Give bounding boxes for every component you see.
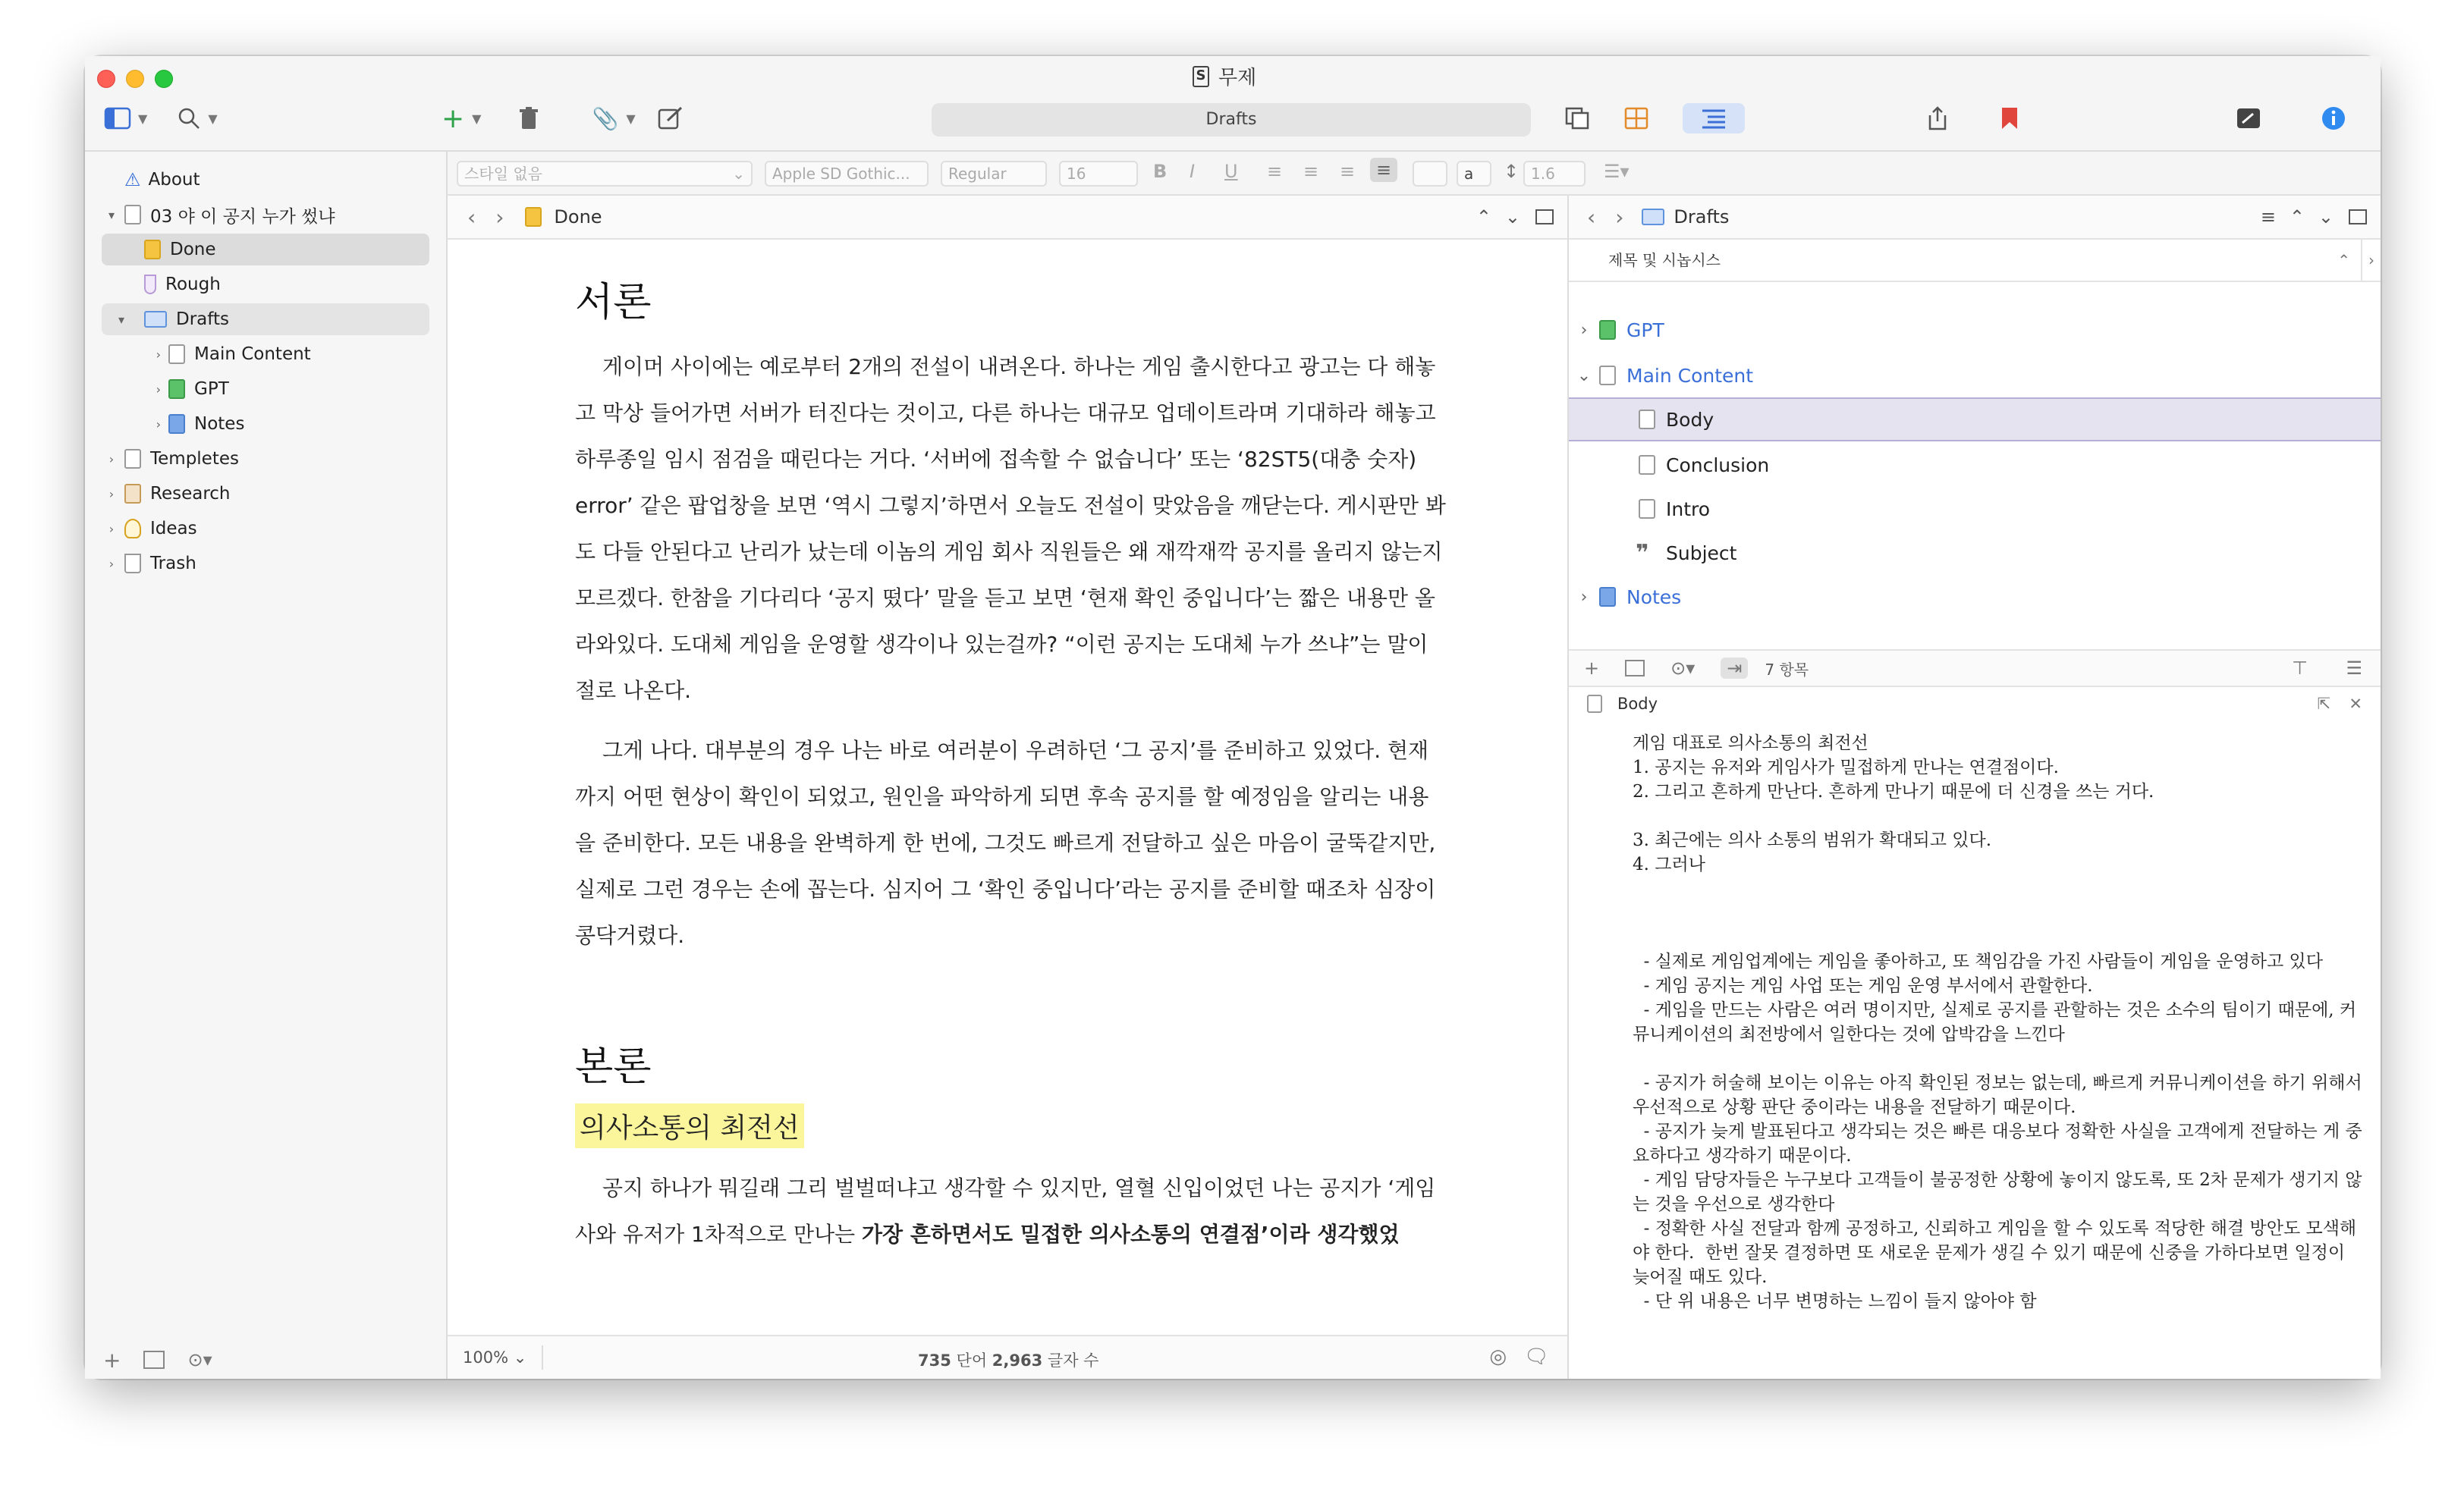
zoom-window-button[interactable] [155, 70, 173, 88]
chevron-right-icon[interactable]: › [156, 416, 161, 432]
more-options-icon[interactable]: ⊙▾ [187, 1349, 212, 1370]
editor-header [448, 196, 1567, 240]
align-right-icon[interactable]: ≡ [1340, 161, 1356, 182]
binder-item-label: Rough [165, 275, 221, 294]
minimize-window-button[interactable] [126, 70, 144, 88]
sidebar-toggle-icon[interactable] [105, 108, 130, 129]
outline-row-label: Notes [1626, 585, 1682, 608]
binder-item-done[interactable] [102, 234, 429, 265]
heading-body: 본론 [575, 1044, 652, 1090]
info-icon[interactable] [2321, 106, 2346, 130]
paragraph: 게이머 사이에는 예로부터 2개의 전설이 내려온다. 하나는 게임 출시한다고 광고는 다 해놓고 막상 들어가면 서버가 터진다는 것이고, 다른 하나는 대규모 업데이트라며 기대하라 해놓고 하루종일 임시 점검을 때린다는 거다. ‘서버에 접속할 수 없습니다’ 또는 ‘82ST5(대충 숫자) error’ 같은 팝업창을 보면 ‘역시 그렇지’하면서 오늘도 전설이 맞았음을 깨닫는다. 게시판만 봐도 다들 안된다고 난리가 났는데 이놈의 게임 회사 직원들은 왜 재깍재깍 공지를 올리지 않는지 모르겠다. 한참을 기다리다 ‘공지 떴다’ 말을 듣고 보면 ‘현재 확인 중입니다’는 짧은 내용만 올라와있다. 도대체 게임을 운영할 생각이나 있는걸까? “이런 공지는 도대체 누가 쓰냐”는 말이 절로 나온다. [575, 354, 1446, 703]
bold-button[interactable]: B [1153, 161, 1168, 182]
document-icon: S [1193, 66, 1209, 87]
editor-footer [448, 1335, 1567, 1379]
binder-item-templetes[interactable] [102, 443, 429, 475]
italic-button[interactable]: I [1190, 161, 1196, 182]
outliner-pane [1569, 196, 2381, 1379]
trash-icon [124, 554, 141, 573]
outliner-header [1569, 196, 2381, 240]
chevron-right-icon[interactable]: › [108, 451, 115, 466]
binder-item-about[interactable] [102, 164, 429, 196]
binder-item-label: Research [150, 484, 231, 504]
test-tube-icon [144, 275, 156, 294]
blue-stack-icon [1599, 587, 1616, 607]
align-center-icon[interactable]: ≡ [1303, 161, 1319, 182]
chevron-down-icon[interactable]: ▼ [138, 111, 148, 126]
chevron-down-icon[interactable]: ⌄ [1576, 366, 1592, 385]
underline-button[interactable]: U [1224, 161, 1238, 182]
comment-icon[interactable]: 🗨 [1523, 1345, 1549, 1368]
outline-width-icon[interactable]: ⊤ [2292, 658, 2308, 679]
document-icon [1587, 695, 1602, 713]
line-spacing-icon: ↕ [1504, 161, 1520, 182]
outliner-column-header[interactable]: 제목 및 시놉시스 ⌃ › [1569, 240, 2381, 282]
font-size-field[interactable]: 16 [1059, 161, 1138, 187]
outline-row-label: Main Content [1626, 364, 1754, 387]
sort-icon[interactable]: ⌃ [2337, 251, 2350, 269]
binder-item-label: About [148, 170, 200, 190]
editor-content[interactable] [575, 240, 1447, 1335]
binder-item-rough[interactable] [102, 268, 429, 300]
line-spacing-select[interactable]: 1.6 [1523, 161, 1586, 187]
binder-item-ideas[interactable] [102, 513, 429, 545]
split-view-icon[interactable] [1535, 209, 1554, 224]
word-count: 735 단어 2,963 글자 수 [918, 1351, 1099, 1370]
quick-search-field[interactable]: Drafts [932, 103, 1531, 137]
chevron-left-icon[interactable]: ‹ [467, 204, 476, 230]
binder-item-label: Drafts [176, 309, 229, 329]
binder-item-label: Templetes [150, 449, 239, 469]
warning-icon: ⚠ [124, 169, 141, 190]
inspector-header [1569, 687, 2381, 720]
view-mode-controls [1566, 102, 1745, 135]
outline-row-notes[interactable] [1569, 575, 2381, 619]
binder-item-gpt[interactable] [102, 373, 429, 405]
add-controls [442, 102, 683, 135]
outline-row-subject[interactable] [1569, 531, 2381, 575]
font-family-select[interactable]: Apple SD Gothic... [765, 161, 929, 187]
chevron-right-icon[interactable]: › [495, 204, 504, 230]
indent-icon[interactable]: ⇥ [1721, 658, 1748, 679]
chevron-right-icon[interactable]: › [108, 556, 115, 571]
text-color-swatch[interactable] [1413, 161, 1447, 187]
composition-icon[interactable] [1566, 108, 1589, 129]
menu-icon[interactable]: ≡ [2260, 206, 2276, 228]
chevron-down-icon[interactable]: ▾ [108, 207, 115, 222]
window-title [1193, 62, 1256, 90]
outline-row-label: GPT [1626, 319, 1664, 341]
more-options-icon[interactable]: ⊙▾ [1670, 658, 1696, 679]
binder-item-main-content[interactable] [102, 338, 429, 370]
heading-intro: 서론 [575, 280, 652, 325]
close-icon[interactable]: ✕ [2349, 695, 2362, 713]
outline-row-label: Body [1666, 408, 1714, 431]
app-window [85, 56, 2381, 1379]
chevron-right-icon[interactable]: › [1580, 587, 1588, 607]
outline-row-main-content[interactable] [1569, 353, 2381, 397]
folder-icon [1642, 209, 1664, 225]
notebook-icon [144, 240, 161, 259]
binder-item-label: Notes [194, 414, 245, 434]
item-count: 7 항목 [1765, 660, 1809, 679]
open-external-icon[interactable]: ⇱ [2317, 695, 2330, 713]
document-icon [1639, 455, 1655, 475]
folder-icon [144, 311, 167, 328]
new-folder-icon[interactable] [143, 1351, 165, 1369]
outliner-header-title: Drafts [1674, 206, 1730, 228]
new-folder-icon[interactable] [1625, 660, 1645, 676]
binder-item-notes[interactable] [102, 408, 429, 440]
research-icon [124, 484, 141, 504]
view-controls [105, 102, 218, 135]
chevron-right-icon[interactable]: › [108, 486, 115, 501]
paragraph: 공지 하나가 뭐길래 그리 벌벌떠냐고 생각할 수 있지만, 열혈 신입이었던 나는 공지가 ‘게임사와 유저가 1차적으로 만나는 가장 흔하면서도 밀접한 의사소통의 연결점’이라 생각했었 [575, 1176, 1436, 1247]
font-weight-select[interactable]: Regular [941, 161, 1047, 187]
format-bar [448, 152, 2381, 196]
inspector-title: Body [1617, 695, 1658, 713]
add-icon[interactable]: + [1584, 658, 1600, 679]
trash-icon[interactable] [519, 107, 539, 130]
chevron-right-icon[interactable]: › [156, 381, 161, 397]
document-stack-icon [168, 344, 185, 364]
outliner-icon[interactable] [1683, 103, 1745, 133]
justify-icon[interactable]: ≡ [1370, 158, 1397, 182]
binder-item-trash[interactable] [102, 548, 429, 579]
chevron-down-icon[interactable]: ▼ [626, 111, 636, 126]
notebook-icon [525, 207, 542, 227]
editor-pane [448, 196, 1569, 1379]
binder-item-label: Done [170, 240, 216, 259]
search-icon[interactable] [178, 107, 200, 130]
blue-stack-icon [168, 414, 185, 434]
outline-row-conclusion[interactable] [1569, 443, 2381, 487]
binder-item-label: Ideas [150, 519, 197, 538]
compose-icon[interactable] [658, 107, 683, 130]
corkboard-icon[interactable] [1625, 108, 1648, 129]
binder-item-research[interactable] [102, 478, 429, 510]
window-title-text: 무제 [1218, 67, 1257, 89]
outliner-footer [1569, 649, 2381, 687]
lightbulb-icon [124, 519, 141, 538]
binder-item-project[interactable] [102, 199, 429, 231]
title-toolbar [85, 56, 2381, 152]
binder-item-label: Trash [150, 554, 196, 573]
list-icon[interactable]: ☰▾ [1604, 161, 1630, 182]
quick-reference-icon[interactable] [2236, 108, 2261, 129]
outline-row-body[interactable] [1569, 397, 2381, 441]
chevron-up-icon[interactable]: ⌃ [1476, 206, 1491, 228]
chevron-down-icon[interactable]: ▼ [208, 111, 218, 126]
paperclip-icon[interactable]: 📎 [592, 105, 619, 131]
chevron-right-icon[interactable]: › [108, 521, 115, 536]
inspector-notes-text[interactable]: 게임 대표로 의사소통의 최전선 1. 공지는 유저와 게임사가 밀접하게 만나는 연결점이다. 2. 그리고 흔하게 만난다. 흔하게 만나기 때문에 더 신경을 쓰는 거다. 3. 최근에는 의사 소통의 범위가 확대되고 있다. 4. 그러나 - 실제로 게임업계에는 게임을 좋아하고, 또 책임감을 가진 사람들이 게임을 운영하고 있다 - 게임 공지는 게임 사업 또는 게임 운영 부서에서 관할한다. - 게임을 만드는 사람은 여러 명이지만, 실제로 공지를 관할하는 것은 소수의 팀이기 때문에, 커뮤니케이션의 최전방에서 일한다는 것에 압박감을 느낀다 - 공지가 허술해 보이는 이유는 아직 확인된 정보는 없는데, 빠르게 커뮤니케이션을 하기 위해서 우선적으로 상황 판단 중이라는 내용을 전달하기 때문이다. - 공지가 늦게 발표된다고 생각되는 것은 빠른 대응보다 정확한 사실을 고객에게 전달하는 게 중요하다고 생각하기 때문이다. - 게임 담당자들은 누구보다 고객들이 불공정한 상황에 놓이지 않도록, 또 2차 문제가 생기지 않는 것을 우선으로 생각한다 - 정확한 사실 전달과 함께 공정하고, 신뢰하고 게임을 할 수 있도록 적당한 해결 방안도 모색해야 한다. 한번 잘못 결정하면 또 새로운 문제가 생길 수 있기 때문에 신중을 가하다보면 일정이 늦어질 때도 있다. - 단 위 내용은 너무 변명하는 느낌이 들지 않아야 함 [1633, 733, 2362, 1311]
paragraph-style-select[interactable]: 스타일 없음 ⌄ [457, 161, 753, 187]
chevron-up-icon[interactable]: ⌃ [2289, 206, 2305, 228]
chevron-right-icon[interactable]: › [2361, 240, 2374, 281]
outline-row-gpt[interactable] [1569, 308, 2381, 352]
binder-item-label: 03 야 이 공지 누가 썼냐 [150, 206, 335, 227]
binder-item-drafts[interactable] [102, 303, 429, 335]
chevron-down-icon[interactable]: ▼ [472, 111, 482, 126]
chevron-down-icon[interactable]: ▾ [118, 312, 125, 327]
paragraph: 그게 나다. 대부분의 경우 나는 바로 여러분이 우려하던 ‘그 공지’를 준비하고 있었다. 현재까지 어떤 현상이 확인이 되었고, 원인을 파악하게 되면 후속 공지를 할 예정임을 알리는 내용을 준비한다. 모든 내용을 완벽하게 한 번에, 그것도 빠르게 전달하고 싶은 마음이 굴뚝같지만, 실제로 그런 경우는 손에 꼽는다. 심지어 그 ‘확인 중입니다’라는 공지를 준비할 때조차 심장이 콩닥거렸다. [575, 738, 1436, 948]
bookmark-icon[interactable] [2001, 107, 2018, 130]
add-icon[interactable]: + [103, 1347, 121, 1373]
add-icon[interactable]: + [442, 102, 465, 134]
share-icon[interactable] [1927, 106, 1948, 130]
green-stack-icon [1599, 320, 1616, 340]
highlight-select[interactable]: a [1457, 161, 1491, 187]
outline-row-label: Conclusion [1666, 454, 1770, 476]
document-icon [1639, 499, 1655, 519]
highlighted-subheading: 의사소통의 최전선 [575, 1103, 804, 1148]
template-icon [124, 449, 141, 469]
chevron-left-icon[interactable]: ‹ [1587, 204, 1596, 230]
sidebar-footer [85, 1341, 446, 1379]
zoom-select[interactable]: 100% ⌄ [463, 1348, 527, 1367]
target-icon[interactable]: ◎ [1489, 1345, 1507, 1368]
binder-item-label: GPT [194, 379, 229, 399]
chevron-down-icon[interactable]: ⌄ [1504, 206, 1520, 228]
align-left-icon[interactable]: ≡ [1267, 161, 1283, 182]
outline-row-label: Intro [1666, 498, 1711, 520]
chevron-right-icon[interactable]: › [1615, 204, 1624, 230]
outline-row-intro[interactable] [1569, 487, 2381, 531]
split-view-icon[interactable] [2349, 209, 2367, 224]
binder-sidebar [85, 152, 448, 1379]
share-controls [1927, 102, 2018, 135]
list-icon[interactable]: ☰ [2346, 658, 2362, 679]
document-stack-icon [124, 205, 141, 224]
editor-header-title: Done [554, 206, 602, 228]
chevron-right-icon[interactable]: › [156, 347, 161, 362]
document-icon [1639, 410, 1655, 429]
document-stack-icon [1599, 366, 1616, 385]
outline-row-label: Subject [1666, 541, 1737, 564]
binder-item-label: Main Content [194, 344, 311, 364]
inspector-controls [2236, 102, 2346, 135]
chevron-right-icon[interactable]: › [1580, 320, 1588, 340]
quote-icon: ❞ [1636, 539, 1649, 567]
green-stack-icon [168, 379, 185, 399]
chevron-down-icon[interactable]: ⌄ [2318, 206, 2334, 228]
close-window-button[interactable] [97, 70, 115, 88]
